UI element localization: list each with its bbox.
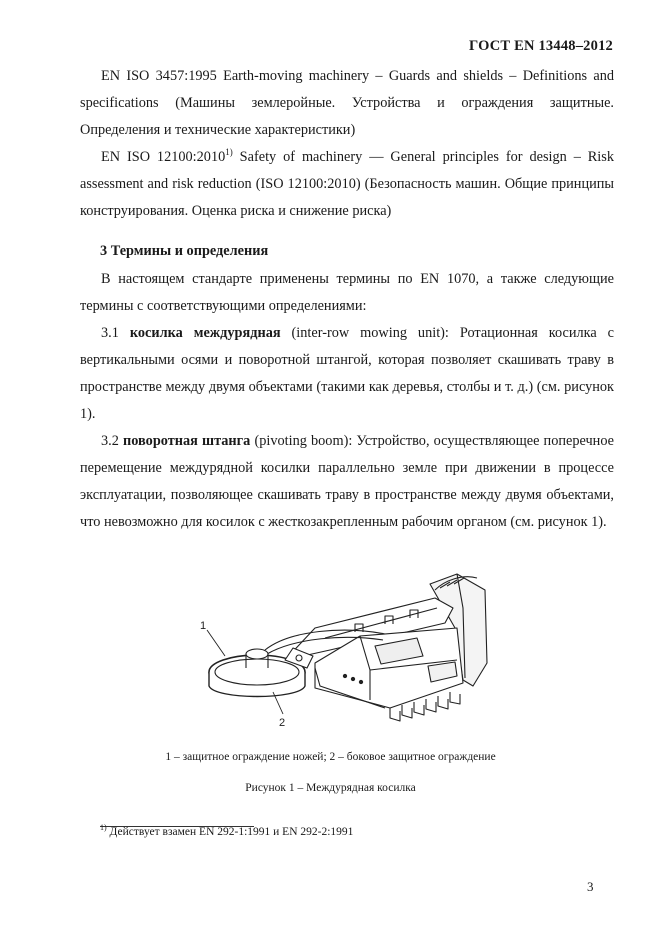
reference-en-iso-3457: [80, 63, 614, 144]
term-number: 3.2: [101, 433, 119, 449]
term-3-2: [80, 428, 614, 536]
callout-1-label: 1: [200, 620, 207, 632]
section-heading: 3 Термины и определения: [100, 243, 269, 259]
term-number: 3.1: [101, 325, 119, 341]
reference-code: EN ISO 3457:1995: [101, 68, 217, 84]
term-definition: (pivoting boom): Устройство, осуществляющее поперечное перемещение междурядной косилки параллельно земле при движении в процессе эксплуатации, позволяющее скашивать траву в пространстве между двумя объектами, что невозможно для косилок с жесткозакрепленным рабочим органом (см. рисунок 1).: [80, 433, 615, 530]
footnote-ref: 1): [225, 147, 233, 157]
section-intro: В настоящем стандарте применены термины по EN 1070, а также следующие термины с соответствующими определениями:: [80, 271, 614, 314]
reference-text: Earth-moving machinery – Guards and shields – Definitions and specifications (Машины землеройные. Устройства и ограждения защитные. Определения и технические характеристики): [80, 68, 614, 138]
reference-text: Safety of machinery — General principles for design – Risk assessment and risk reduction (ISO 12100:2010) (Безопасность машин. Общие принципы конструирования. Оценка риска и снижение риска): [80, 149, 614, 219]
reference-en-iso-12100: [80, 144, 614, 225]
footnote: [100, 823, 354, 838]
figure-legend: 1 – защитное ограждение ножей; 2 – боковое защитное ограждение: [165, 751, 496, 763]
term-name: косилка междурядная: [129, 325, 281, 341]
figure-caption: Рисунок 1 – Междурядная косилка: [245, 782, 416, 794]
footnote-mark: 1): [100, 823, 107, 832]
footnote-text: Действует взамен EN 292-1:1991 и EN 292-2:1991: [109, 826, 354, 838]
mower-illustration: [195, 568, 495, 728]
callout-2-label: 2: [279, 717, 286, 728]
reference-code: EN ISO 12100:2010: [101, 149, 226, 165]
term-definition: (inter-row mowing unit): Ротационная косилка с вертикальными осями и поворотной штангой, которая позволяет скашивать траву в пространстве между двумя объектами (такими как деревья, столбы и т. д.) (см. рисунок 1).: [80, 325, 614, 422]
standard-designation: ГОСТ EN 13448–2012: [469, 38, 613, 54]
term-3-1: [80, 320, 614, 428]
page-number: 3: [587, 879, 594, 894]
term-name: поворотная штанга: [123, 433, 251, 449]
